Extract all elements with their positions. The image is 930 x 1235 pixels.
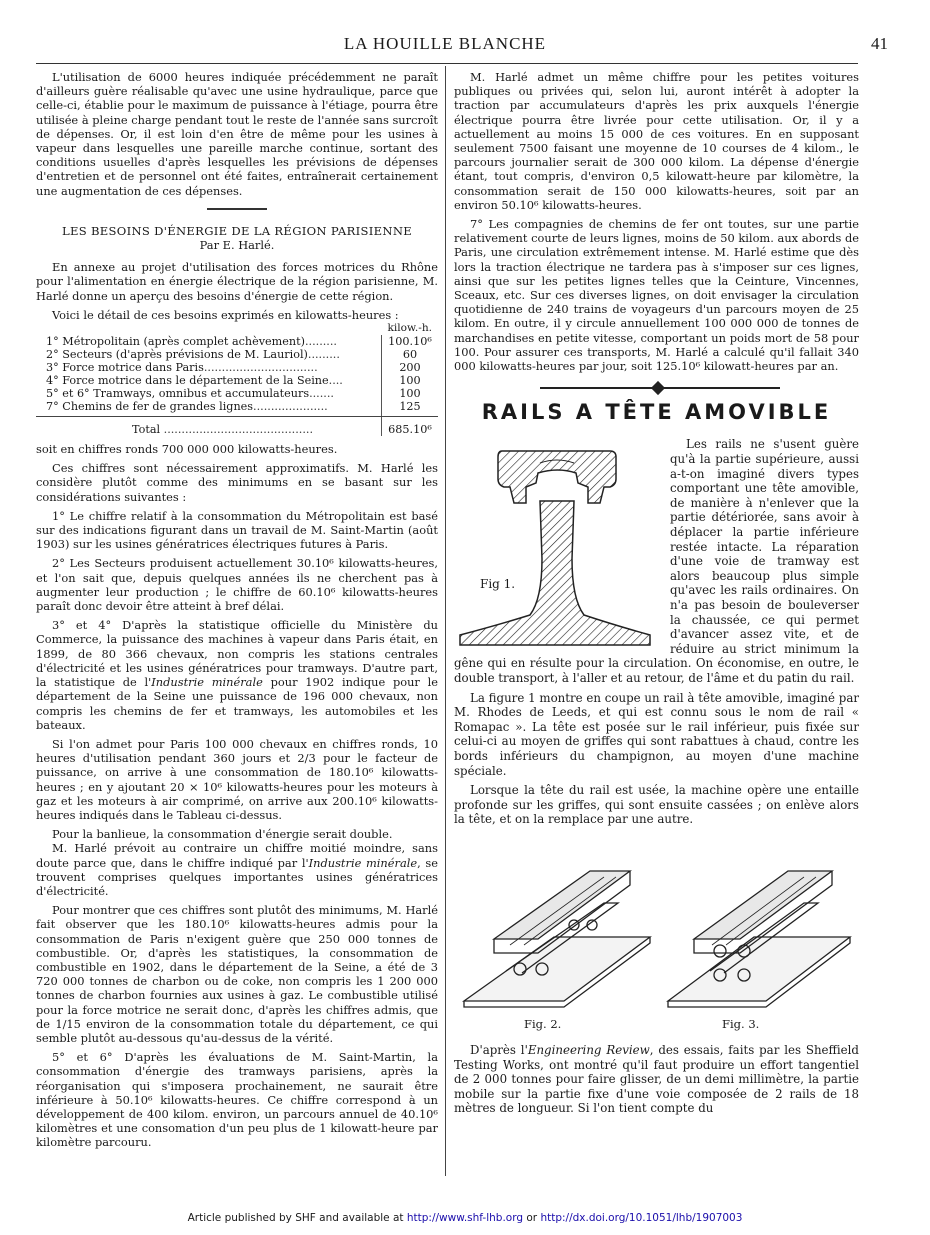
- ornament-separator: [454, 381, 859, 395]
- column-divider: [445, 66, 446, 1176]
- text-run: 3° et 4° D'après la statistique officielle du Ministère du Commerce, la puissance des machines à vapeur dans Paris était, en 1899, de 80 366 chevaux, non compris les stations centrales d'électricité et les usines génératrices pour tramways. D'autre part, la statistique de l': [36, 618, 438, 690]
- paragraph: 5° et 6° D'après les évaluations de M. Saint-Martin, la consommation d'énergie des tramways parisiens, après la réorganisation qui s'imposera prochainement, ne saurait être inférieure à 50.10⁶ kilowatts-heures. Ce chiffre correspond à un développement de 400 kilom. environ, un parcours annuel de 40.10⁶ kilomètres et une consomation d'un peu plus de 1 kilowatt-heure par kilomètre parcouru.: [36, 1050, 438, 1150]
- rails-perspective-drawing: [454, 841, 859, 1017]
- text-run: , se trouvent comprises quelques importantes usines génératrices d'électricité.: [36, 855, 439, 898]
- row-value: 100: [382, 374, 439, 387]
- paragraph: Si l'on admet pour Paris 100 000 chevaux en chiffres ronds, 10 heures d'utilisation pendant 360 jours et 2/3 pour le facteur de puissance, on arrive à une consommation de 180.10⁶ kilowatts-heures ; en y ajoutant 20 × 10⁶ kilowatts-heures pour les moteurs à gaz et les moteurs à air comprimé, on arrive aux 200.10⁶ kilowatts-heures indiqués dans le Tableau ci-dessus.: [36, 736, 438, 822]
- header-rule: [36, 63, 858, 64]
- italic-title: Engineering Review: [527, 1042, 650, 1057]
- footer-text: Article published by SHF and available at: [187, 1212, 407, 1224]
- row-label: 4° Force motrice dans le département de la Seine: [46, 374, 329, 388]
- rail-cross-section-drawing: [454, 439, 662, 651]
- left-column: [36, 70, 438, 1155]
- row-label: 3° Force motrice dans Paris: [46, 361, 204, 375]
- text-run: pour 1902 indique pour le département de la Seine une puissance de 196 000 chevaux, non compris les chemins de fer et tramways, les automobiles et les bateaux.: [36, 675, 438, 732]
- paragraph: Pour la banlieue, la consommation d'énergie serait double.: [52, 827, 393, 842]
- paragraph: 2° Les Secteurs produisent actuellement 30.10⁶ kilowatts-heures, et l'on sait que, depuis quelques années ils ne cherchent pas à augmenter leur production ; le chiffre de 60.10⁶ kilowatts-heures paraît donc devoir être atteint à bref délai.: [36, 556, 438, 614]
- article-title: RAILS A TÊTE AMOVIBLE: [481, 400, 832, 425]
- row-label: 7° Chemins de fer de grandes lignes: [46, 400, 254, 414]
- paragraph: En annexe au projet d'utilisation des forces motrices du Rhône pour l'alimentation en énergie électrique de la région parisienne, M. Harlé donne un aperçu des besoins d'énergie de cette région.: [36, 260, 438, 303]
- text-run: , des essais, faits par les Sheffield Testing Works, ont montré qu'il faut produire un effort tangentiel de 2 000 tonnes pour faire glisser, de un demi millimètre, la partie mobile sur la partie fixe d'une voie composée de 2 rails de 18 mètres de longueur. Si l'on tient compte du: [454, 1042, 859, 1116]
- row-value: 100: [382, 387, 439, 400]
- footer-note: [0, 1212, 930, 1224]
- paragraph: soit en chiffres ronds 700 000 000 kilowatts-heures.: [36, 442, 338, 457]
- table-row: 2° Secteurs (d'après prévisions de M. Lauriol)......... 60: [36, 348, 438, 361]
- paragraph: La figure 1 montre en coupe un rail à tête amovible, imaginé par M. Rhodes de Leeds, et qui est connu sous le nom de rail « Romapac ». La tête est posée sur le rail inférieur, puis fixée sur celui-ci au moyen de griffes qui sont rabattues à chaud, contre les bords inférieurs du champignon, au moyen d'une machine spéciale.: [454, 690, 859, 778]
- row-label: 1° Métropolitain (après complet achèvement): [46, 335, 305, 349]
- paragraph: [36, 618, 438, 732]
- rails-article: [454, 437, 859, 1115]
- paragraph: L'utilisation de 6000 heures indiquée précédemment ne paraît d'ailleurs guère réalisable qu'avec une usine hydraulique, parce que celle-ci, établie pour le maximum de puissance à l'étiage, pourra être utilisée à pleine charge pendant tout le reste de l'année sans surcroît de dépenses. Or, il est loin d'en être de même pour les usines à vapeur dans lesquelles une pareille marche continue, sortant des conditions usuelles d'après lesquelles les prévisions de dépenses d'entretien et de personnel ont été faites, entraînerait certainement une augmentation de ces dépenses.: [36, 70, 438, 198]
- table-row: 4° Force motrice dans le département de la Seine.... 100: [36, 374, 438, 387]
- figure-2-caption: Fig. 2.: [524, 1016, 562, 1031]
- row-value: 100.10⁶: [382, 335, 439, 348]
- row-value: 60: [382, 348, 439, 361]
- page-number: 41: [871, 34, 888, 53]
- journal-title: LA HOUILLE BLANCHE: [343, 34, 547, 53]
- energy-needs-table: [36, 322, 438, 436]
- figure-1-rail-section: [454, 439, 662, 651]
- table-row: 3° Force motrice dans Paris................................ 200: [36, 361, 438, 374]
- italic-title: Industrie minérale: [151, 675, 263, 690]
- footer-text: or: [523, 1212, 541, 1224]
- figures-2-3-rail-perspective: [454, 841, 859, 1039]
- text-run: M. Harlé prévoit au contraire un chiffre moitié moindre, sans doute parce que, dans le chiffre indiqué par l': [36, 841, 438, 870]
- section-separator: [207, 208, 267, 210]
- shf-link[interactable]: http://www.shf-lhb.org: [406, 1212, 524, 1224]
- paragraph: [36, 841, 438, 898]
- diamond-icon: [651, 381, 665, 395]
- row-label: 5° et 6° Tramways, omnibus et accumulateurs: [46, 387, 310, 401]
- section-author: Par E. Harlé.: [199, 238, 275, 253]
- table-row: 1° Métropolitain (après complet achèvement)......... 100.10⁶: [36, 335, 438, 348]
- row-label: 2° Secteurs (d'après prévisions de M. Lauriol): [46, 348, 308, 362]
- paragraph: Pour montrer que ces chiffres sont plutôt des minimums, M. Harlé fait observer que les 180.10⁶ kilowatts-heures admis pour la consommation de Paris n'exigent guère que 250 000 tonnes de combustible. Or, d'après les statistiques, la consommation de combustible en 1902, dans le département de la Seine, a été de 3 720 000 tonnes de charbon ou de coke, non compris les 1 200 000 tonnes de charbon fournies aux usines à gaz. Le combustible utilisé pour la force motrice ne serait donc, d'après les chiffres admis, que de 1/15 environ de la consommation totale du département, ce qui semble plutôt au-dessous qu'au-dessus de la vérité.: [36, 903, 438, 1045]
- paragraph: 7° Les compagnies de chemins de fer ont toutes, sur une partie relativement courte de leurs lignes, moins de 50 kilom. aux abords de Paris, une circulation extrêmement intense. M. Harlé estime que dès lors la traction électrique ne tardera pas à s'imposer sur ces lignes, ainsi que sur les petites lignes telles que la Ceinture, Vincennes, Sceaux, etc. Sur ces diverses lignes, on doit envisager la circulation quotidienne de 240 trains de voyageurs d'un parcours moyen de 25 kilom. En outre, il y circule annuellement 100 000 000 de tonnes de marchandises en petite vitesse, comportant un poids mort de 58 pour 100. Pour assurer ces transports, M. Harlé a calculé qu'il fallait 340 000 kilowatts-heures par jour, soit 125.10⁶ kilowatt-heures par an.: [454, 217, 859, 374]
- paragraph: [454, 1043, 859, 1116]
- table-row: 7° Chemins de fer de grandes lignes..................... 125: [36, 400, 438, 417]
- section-title: LES BESOINS D'ÉNERGIE DE LA RÉGION PARISIENNE: [61, 223, 413, 238]
- right-column: [454, 70, 859, 1121]
- paragraph: M. Harlé admet un même chiffre pour les petites voitures publiques ou privées qui, selon lui, auront intérêt à adopter la traction par accumulateurs d'après les prix auxquels l'énergie électrique pourra être livrée pour cette utilisation. Or, il y a actuellement au moins 15 000 de ces voitures. En en supposant seulement 7500 faisant une moyenne de 10 courses de 4 kilom., le parcours journalier serait de 300 000 kilom. La dépense d'énergie étant, tout compris, d'environ 0,5 kilowatt-heure par kilomètre, la consommation serait de 150 000 kilowatts-heures, soit par an environ 50.10⁶ kilowatts-heures.: [454, 70, 859, 212]
- paragraph: Ces chiffres sont nécessairement approximatifs. M. Harlé les considère plutôt comme des minimums en se basant sur les considérations suivantes :: [36, 461, 438, 504]
- paragraph: Voici le détail de ces besoins exprimés en kilowatts-heures :: [52, 307, 399, 322]
- table-row: 5° et 6° Tramways, omnibus et accumulateurs....... 100: [36, 387, 438, 400]
- italic-title: Industrie minérale: [308, 855, 418, 870]
- table-unit: kilow.-h.: [387, 322, 433, 335]
- text-run: D'après l': [470, 1042, 528, 1057]
- paragraph: 1° Le chiffre relatif à la consommation du Métropolitain est basé sur des indications figurant dans un travail de M. Saint-Martin (août 1903) sur les usines génératrices électriques futures à Paris.: [36, 508, 438, 552]
- figure-3-caption: Fig. 3.: [722, 1016, 760, 1031]
- paragraph: Les rails ne s'usent guère qu'à la partie supérieure, aussi a-t-on imaginé divers types comportant une tête amovible, de manière à n'enlever que la partie détériorée, sans avoir à déplacer la partie inférieure restée intacte. La réparation d'une voie de tramway est alors beaucoup plus simple qu'avec les rails ordinaires. On n'a pas besoin de bouleverser la chaussée, ce qui permet d'avancer assez vite, et de réduire au strict minimum la gêne qui en résulte pour la circulation. On économise, en outre, le double transport, à l'aller et au retour, de l'âme et du patin du rail.: [454, 437, 859, 685]
- paragraph: Lorsque la tête du rail est usée, la machine opère une entaille profonde sur les griffes, qui sont ensuite cassées ; on enlève alors la tête, et on la remplace par une autre.: [454, 783, 859, 827]
- doi-link[interactable]: http://dx.doi.org/10.1051/lhb/1907003: [540, 1212, 743, 1224]
- row-value: 125: [382, 400, 439, 417]
- row-value: 200: [382, 361, 439, 374]
- total-label: Total: [132, 423, 161, 437]
- table-total-row: Total .......................................... 685.10⁶: [36, 417, 438, 437]
- figure-1-caption: Fig 1.: [480, 577, 516, 592]
- total-value: 685.10⁶: [382, 417, 439, 437]
